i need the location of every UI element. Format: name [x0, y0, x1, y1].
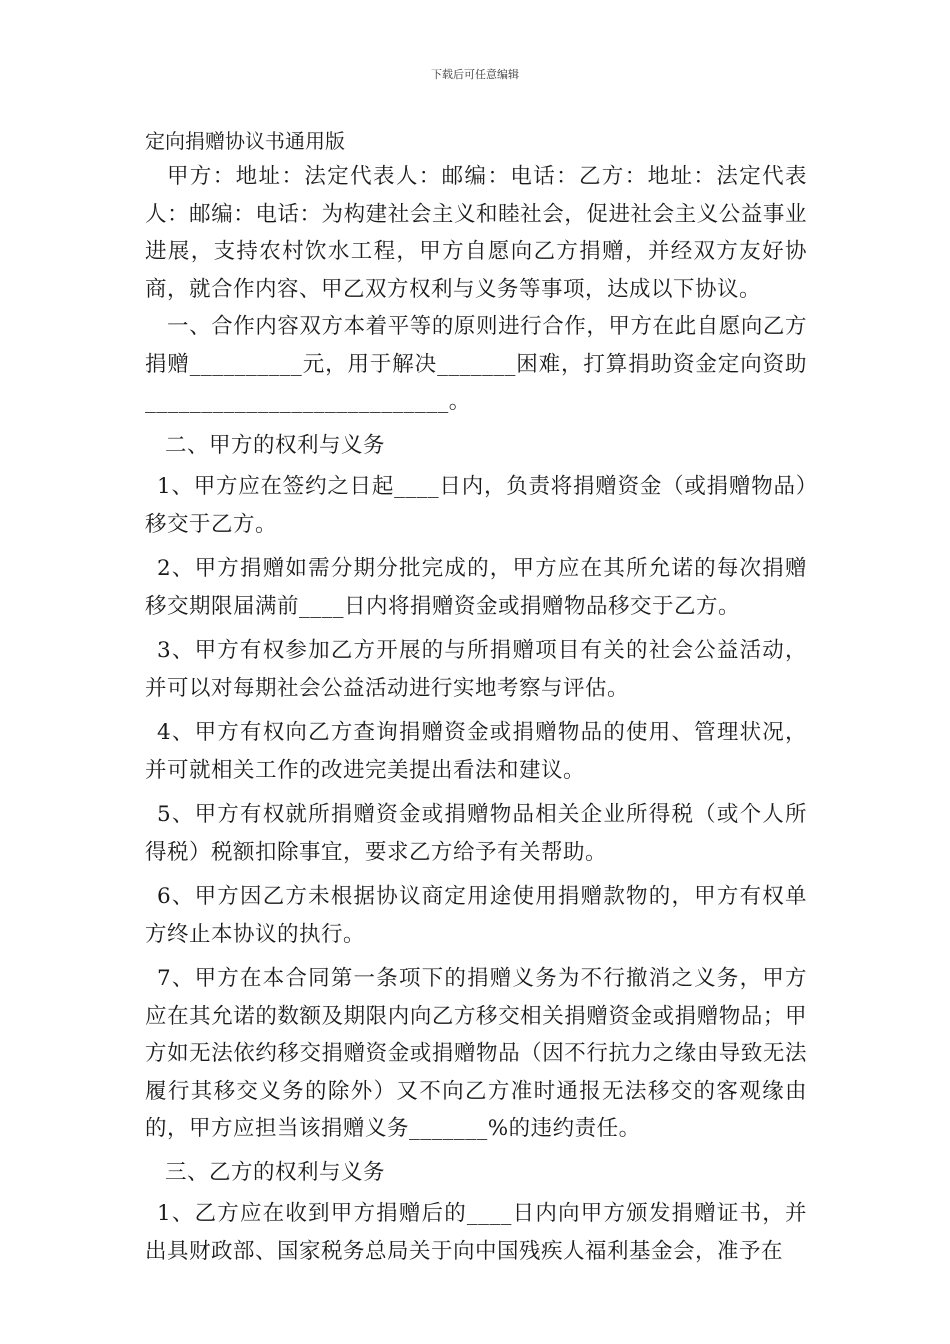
clause-2-3: 3、甲方有权参加乙方开展的与所捐赠项目有关的社会公益活动，并可以对每期社会公益活动进行实地考察与评估。 [145, 638, 807, 701]
clause-2-2: 2、甲方捐赠如需分期分批完成的，甲方应在其所允诺的每次捐赠移交期限届满前____日内将捐赠资金或捐赠物品移交于乙方。 [145, 556, 807, 619]
clause-3-1: 1、乙方应在收到甲方捐赠后的____日内向甲方颁发捐赠证书，并出具财政部、国家税务总局关于向中国残疾人福利基金会，准予在 [145, 1201, 807, 1264]
document-title: 定向捐赠协议书通用版 [145, 129, 345, 153]
page-header: 下载后可任意编辑 [431, 68, 519, 81]
clause-2-7: 7、甲方在本合同第一条项下的捐赠义务为不行撤消之义务，甲方应在其允诺的数额及期限内向乙方移交相关捐赠资金或捐赠物品；甲方如无法依约移交捐赠资金或捐赠物品（因不行抗力之缘由导致无法履行其移交义务的除外）又不向乙方准时通报无法移交的客观缘由的，甲方应担当该捐赠义务_______%的违约责任。 [145, 966, 807, 1141]
paragraph-section-1: 一、合作内容双方本着平等的原则进行合作，甲方在此自愿向乙方捐赠__________元，用于解决_______困难，打算捐助资金定向资助___________________________。 [145, 314, 807, 414]
clause-2-4: 4、甲方有权向乙方查询捐赠资金或捐赠物品的使用、管理状况，并可就相关工作的改进完美提出看法和建议。 [145, 720, 807, 783]
clause-2-6: 6、甲方因乙方未根据协议商定用途使用捐赠款物的，甲方有权单方终止本协议的执行。 [145, 884, 807, 947]
clause-2-1: 1、甲方应在签约之日起____日内，负责将捐赠资金（或捐赠物品）移交于乙方。 [145, 474, 807, 537]
clause-2-5: 5、甲方有权就所捐赠资金或捐赠物品相关企业所得税（或个人所得税）税额扣除事宜，要求乙方给予有关帮助。 [145, 802, 807, 865]
paragraph-intro: 甲方：地址：法定代表人：邮编：电话：乙方：地址：法定代表人：邮编：电话：为构建社会主义和睦社会，促进社会主义公益事业进展，支持农村饮水工程，甲方自愿向乙方捐赠，并经双方友好协商，就合作内容、甲乙双方权利与义务等事项，达成以下协议。 [145, 164, 807, 302]
section-3-heading: 三、乙方的权利与义务 [165, 1159, 386, 1185]
document-body [145, 124, 807, 1270]
section-2-heading: 二、甲方的权利与义务 [165, 432, 386, 458]
